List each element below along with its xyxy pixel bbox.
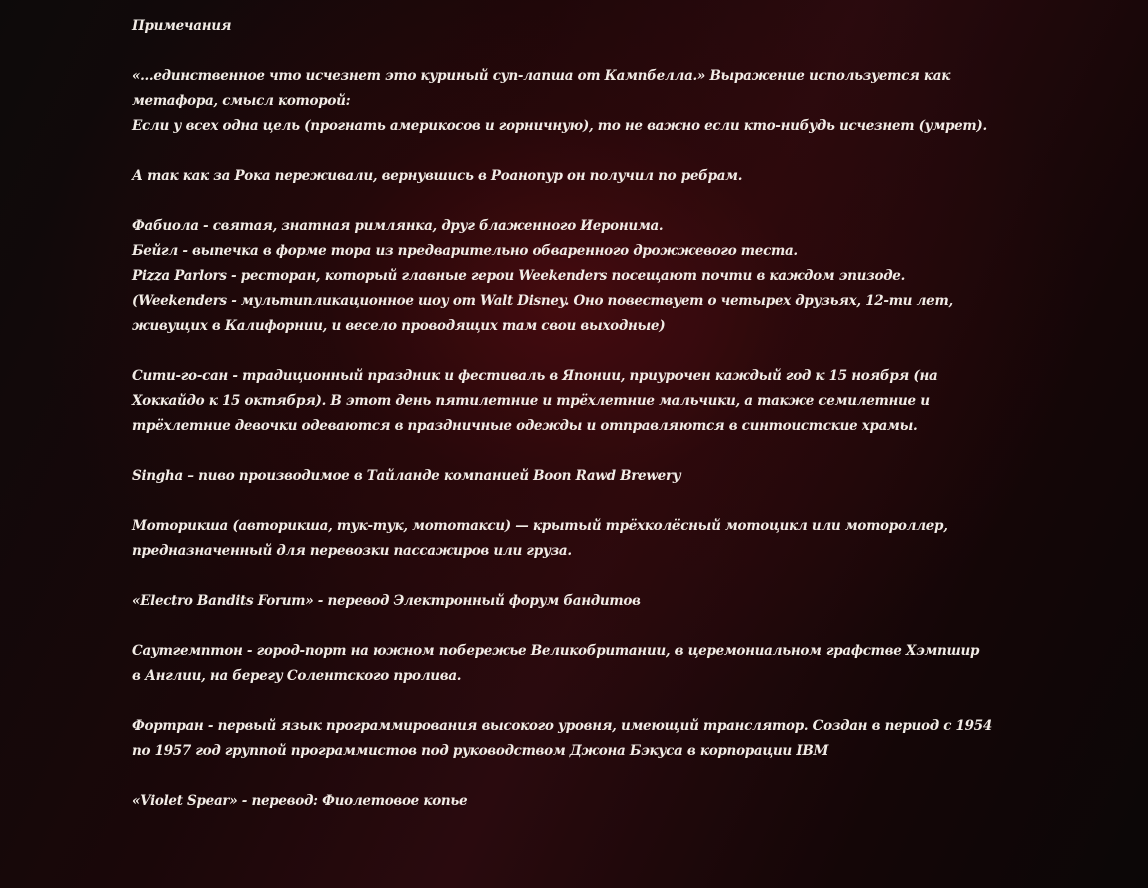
note-line: «…единственное что исчезнет это куриный суп-лапша от Кампбелла.» Выражение используется как метафора, смысл которой: bbox=[132, 68, 951, 109]
note-rock bbox=[132, 164, 992, 189]
note-violet-spear bbox=[132, 789, 992, 814]
note-line: Саутгемптон - город-порт на южном побережье Великобритании, в церемониальном графстве Хэмпшир в Англии, на берегу Солентского пролива. bbox=[132, 643, 980, 684]
notes-section bbox=[132, 14, 992, 839]
note-southampton bbox=[132, 639, 992, 689]
note-line: А так как за Рока переживали, вернувшись в Роанопур он получил по ребрам. bbox=[132, 168, 743, 184]
note-line: Pizza Parlors - ресторан, который главные герои Weekenders посещают почти в каждом эпизоде. (Weekenders - мультипликационное шоу от Walt Disney. Оно повествует о четырех друзьях, 12-ти лет, живущих в Калифорнии, и весело проводящих там свои выходные) bbox=[132, 268, 953, 334]
note-shichi-go-san bbox=[132, 364, 992, 439]
note-motorickshaw bbox=[132, 514, 992, 564]
note-fortran bbox=[132, 714, 992, 764]
note-line: Бейгл - выпечка в форме тора из предварительно обваренного дрожжевого теста. bbox=[132, 243, 798, 259]
note-singha bbox=[132, 464, 992, 489]
note-line: «Violet Spear» - перевод: Фиолетовое копье bbox=[132, 793, 468, 809]
note-line: Фортран - первый язык программирования высокого уровня, имеющий транслятор. Создан в период с 1954 по 1957 год группой программистов под руководством Джона Бэкуса в корпорации IBM bbox=[132, 718, 992, 759]
note-line: Фабиола - святая, знатная римлянка, друг блаженного Иеронима. bbox=[132, 218, 664, 234]
note-line: Singha – пиво производимое в Тайланде компанией Boon Rawd Brewery bbox=[132, 468, 681, 484]
note-line: Моторикша (авторикша, тук-тук, мототакси) — крытый трёхколёсный мотоцикл или мотороллер, предназначенный для перевозки пассажиров или груза. bbox=[132, 518, 948, 559]
note-electro-bandits bbox=[132, 589, 992, 614]
note-fabiola-bagel-pizza bbox=[132, 214, 992, 339]
page-title: Примечания bbox=[132, 18, 232, 34]
note-line: Если у всех одна цель (прогнать америкосов и горничную), то не важно если кто-нибудь исчезнет (умрет). bbox=[132, 118, 987, 134]
note-campbell-soup bbox=[132, 64, 992, 139]
note-line: Сити-го-сан - традиционный праздник и фестиваль в Японии, приурочен каждый год к 15 ноября (на Хоккайдо к 15 октября). В этот день пятилетние и трёхлетние мальчики, а также семилетние и трёхлетние девочки одеваются в праздничные одежды и отправляются в синтоистские храмы. bbox=[132, 368, 938, 434]
note-line: «Electro Bandits Forum» - перевод Электронный форум бандитов bbox=[132, 593, 641, 609]
